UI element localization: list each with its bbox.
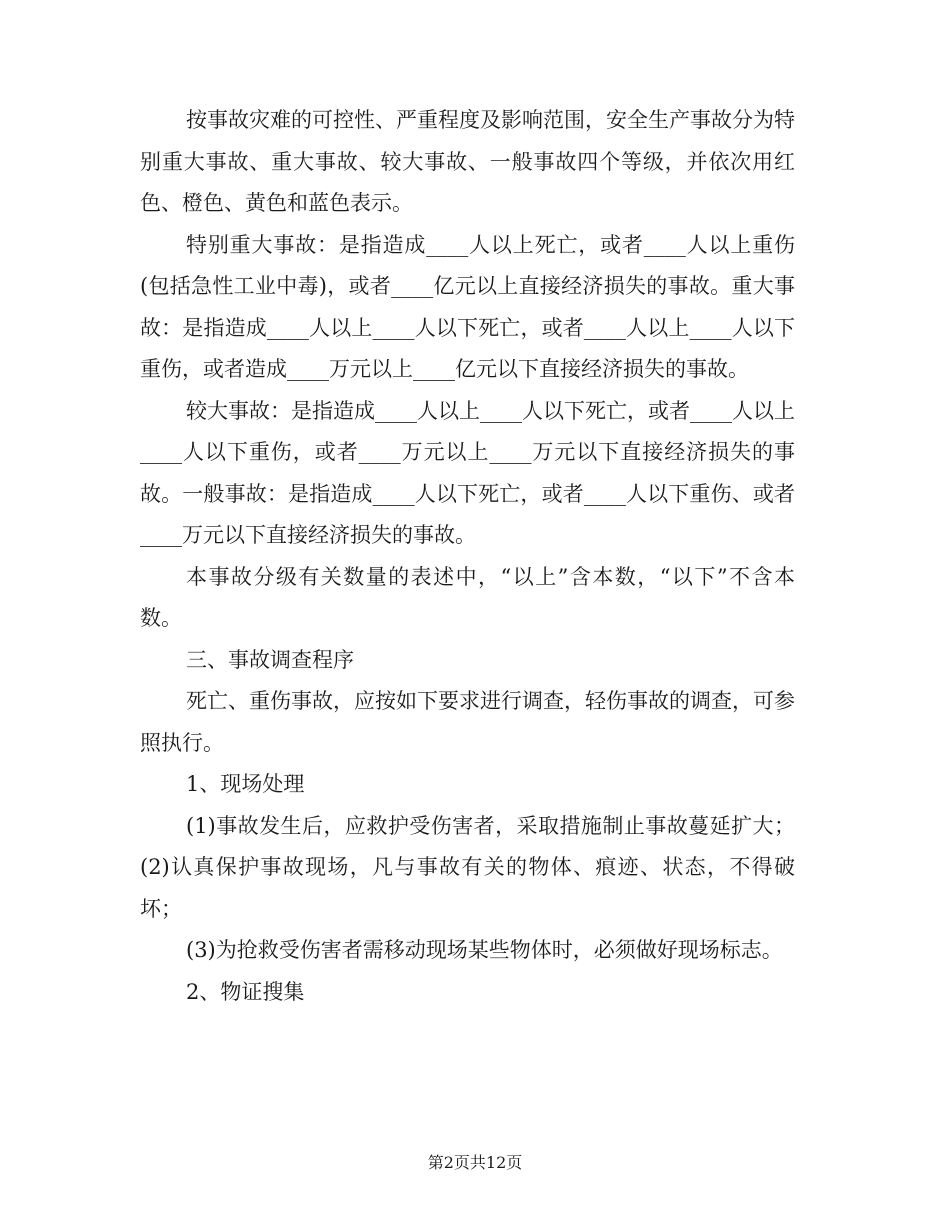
paragraph-scene-handling-items: (1)事故发生后，应救护受伤害者，采取措施制止事故蔓延扩大；(2)认真保护事故现场，凡与事故有关的物体、痕迹、状态，不得破坏； [140, 813, 795, 921]
document-body [140, 100, 795, 1013]
paragraph-larger-general-accident-definitions: 较大事故：是指造成____人以上____人以下死亡，或者____人以上____人以下重伤，或者____万元以上____万元以下直接经济损失的事故。一般事故：是指造成____人以下死亡，或者____人以下重伤、或者____万元以下直接经济损失的事故。 [140, 398, 795, 547]
section-heading-investigation-procedure: 三、事故调查程序 [186, 647, 354, 672]
page-number: 第2页共12页 [427, 1153, 523, 1172]
paragraph-investigation-scope: 死亡、重伤事故，应按如下要求进行调查，轻伤事故的调查，可参照执行。 [140, 689, 795, 755]
subheading-evidence-collection: 2、物证搜集 [186, 979, 305, 1004]
paragraph-accident-classification: 按事故灾难的可控性、严重程度及影响范围，安全生产事故分为特别重大事故、重大事故、较大事故、一般事故四个等级，并依次用红色、橙色、黄色和蓝色表示。 [140, 108, 795, 215]
subheading-scene-handling: 1、现场处理 [186, 772, 305, 796]
paragraph-quantity-note: 本事故分级有关数量的表述中，“以上”含本数，“以下”不含本数。 [140, 564, 795, 630]
paragraph-major-accident-definitions: 特别重大事故：是指造成____人以上死亡，或者____人以上重伤(包括急性工业中毒)，或者____亿元以上直接经济损失的事故。重大事故：是指造成____人以上____人以下死亡，或者____人以上____人以下重伤，或者造成____万元以上____亿元以下直接经济损失的事故。 [140, 232, 795, 381]
paragraph-scene-marking: (3)为抢救受伤害者需移动现场某些物体时，必须做好现场标志。 [186, 938, 783, 962]
